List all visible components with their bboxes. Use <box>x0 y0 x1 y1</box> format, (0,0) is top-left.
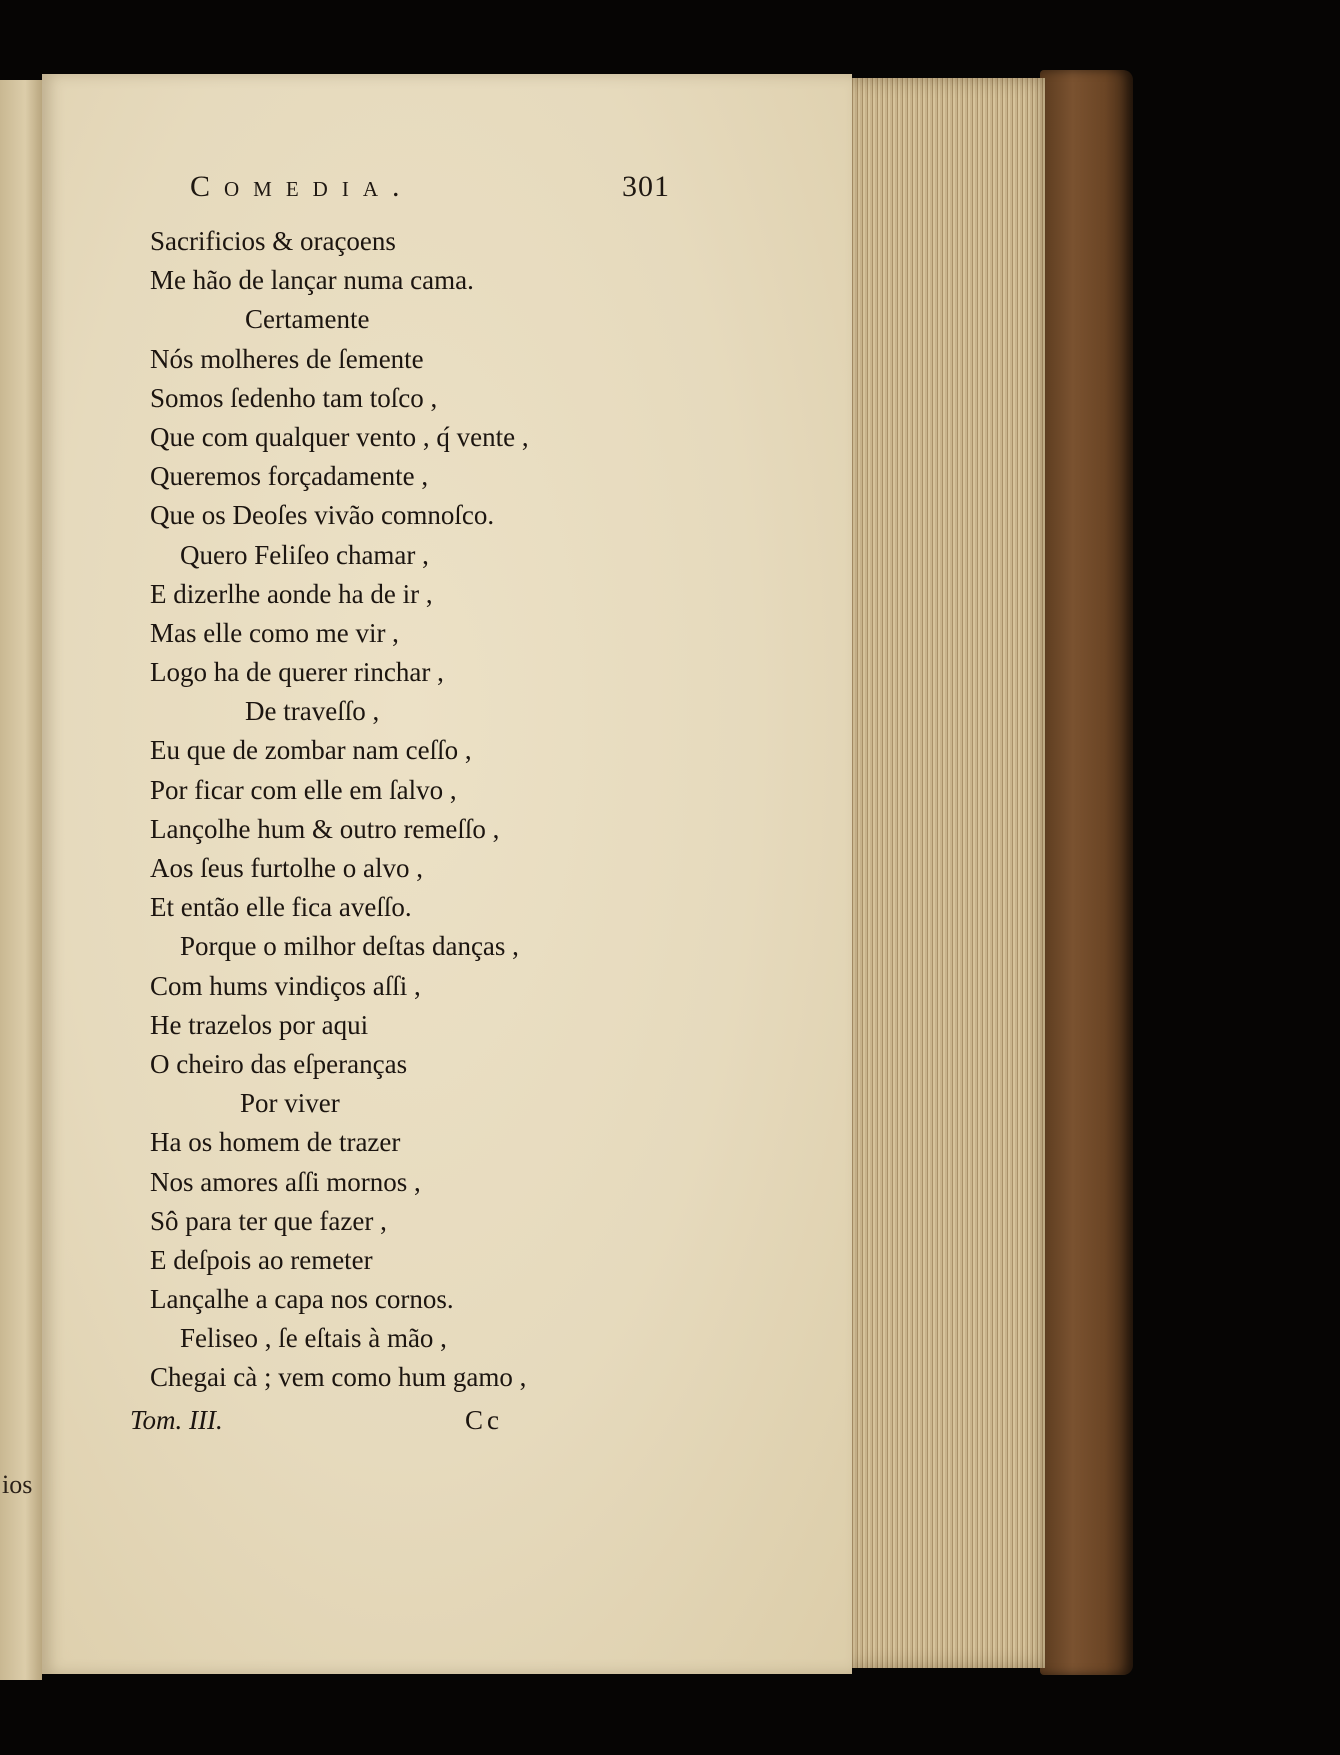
verse-line: He trazelos por aqui <box>150 1009 369 1040</box>
verse-line: Por viver <box>240 1088 340 1119</box>
verse-line: Que os Deoſes vivão comnoſco. <box>150 500 495 531</box>
verse-line: De traveſſo , <box>245 696 380 727</box>
verse-line: Aos ſeus furtolhe o alvo , <box>150 853 423 883</box>
verse-line: Por ficar com elle em ſalvo , <box>150 774 457 805</box>
verse-line: Et então elle fica aveſſo. <box>150 892 412 923</box>
verse-line: Nos amores aſſi mornos , <box>150 1166 421 1197</box>
verse-line: Feliseo , ſe eſtais à mão , <box>180 1323 447 1354</box>
verse-line: Lançolhe hum & outro remeſſo , <box>150 813 500 844</box>
verse-line: Lançalhe a capa nos cornos. <box>150 1284 454 1315</box>
verse-line: E deſpois ao remeter <box>150 1244 373 1275</box>
verse-line: E dizerlhe aonde ha de ir , <box>150 578 433 609</box>
running-title: Comedia. <box>190 170 414 203</box>
volume-signature: Tom. III. <box>130 1405 223 1435</box>
verse-line: Chegai cà ; vem como hum gamo , <box>150 1362 527 1393</box>
verse-line: Nós molheres de ſemente <box>150 343 424 374</box>
book-back-cover <box>1040 70 1133 1675</box>
verse-line: Porque o milhor deſtas danças , <box>180 931 519 962</box>
verse-line: Eu que de zombar nam ceſſo , <box>150 735 472 766</box>
page-number: 301 <box>622 170 670 203</box>
verse-line: Com hums vindiços aſſi , <box>150 970 421 1001</box>
verse-line: Somos ſedenho tam toſco , <box>150 382 438 413</box>
verse-line: Ha os homem de trazer <box>150 1127 401 1158</box>
sheet-mark: Cc <box>465 1405 503 1435</box>
page-header <box>190 170 670 210</box>
verse-line: Quero Feliſeo chamar , <box>180 539 429 570</box>
page-footer <box>130 1405 530 1441</box>
verse-text <box>150 222 650 1398</box>
verse-line: Queremos forçadamente , <box>150 461 429 492</box>
verse-line: Me hão de lançar numa cama. <box>150 265 474 296</box>
verse-line: Logo ha de querer rinchar , <box>150 657 444 688</box>
verse-line: Sacrificios & oraçoens <box>150 226 396 256</box>
left-page-fragment: ios <box>2 1470 33 1499</box>
verse-line: Certamente <box>245 304 370 335</box>
page-edges <box>845 78 1045 1668</box>
verse-line: O cheiro das eſperanças <box>150 1048 408 1079</box>
verse-line: Que com qualquer vento , q́ vente , <box>150 421 529 452</box>
verse-line: Mas elle como me vir , <box>150 617 399 648</box>
verse-line: Sô para ter que fazer , <box>150 1205 387 1236</box>
left-page-edge <box>0 80 42 1680</box>
